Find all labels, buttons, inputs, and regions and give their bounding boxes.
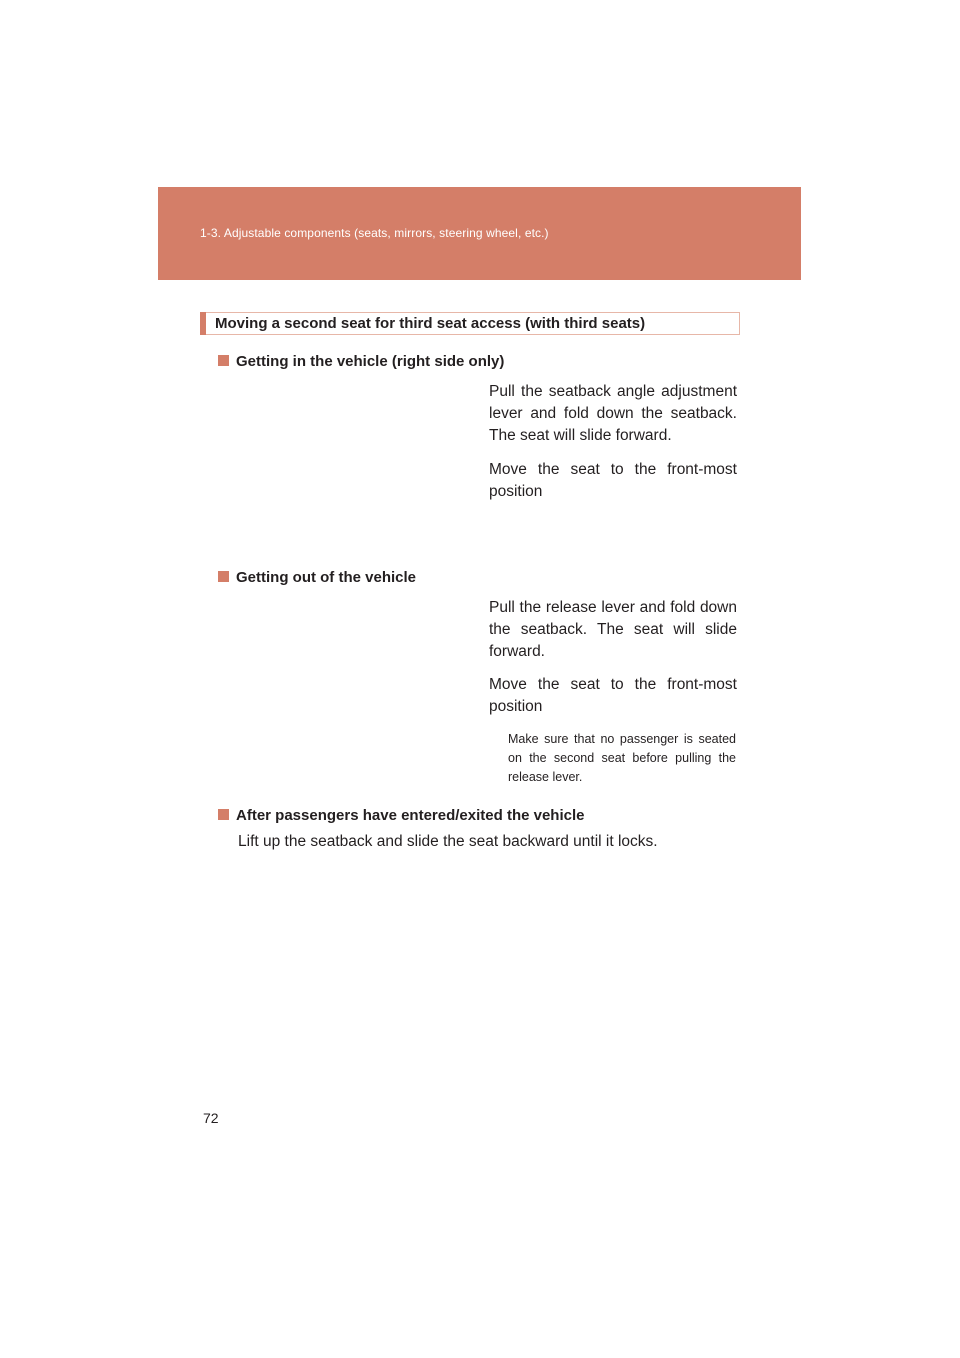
after-text: Lift up the seatback and slide the seat backward until it locks.: [238, 833, 658, 850]
subheading-after-text: After passengers have entered/exited the vehicle: [236, 807, 585, 824]
breadcrumb: 1-3. Adjustable components (seats, mirrors, steering wheel, etc.): [200, 226, 549, 240]
getting-out-step-2: Move the seat to the front-most position: [489, 676, 737, 715]
square-bullet-icon: [218, 571, 229, 582]
subheading-getting-out-text: Getting out of the vehicle: [236, 569, 417, 586]
subheading-getting-out: [218, 569, 416, 586]
subheading-after: [218, 807, 584, 824]
section-heading-box: [200, 312, 740, 335]
square-bullet-icon: [218, 355, 229, 366]
caution-note: Make sure that no passenger is seated on the second seat before pulling the release lever.: [508, 732, 736, 784]
square-bullet-icon: [218, 809, 229, 820]
getting-in-step-2: Move the seat to the front-most position: [489, 461, 737, 500]
subheading-getting-in: [218, 353, 504, 370]
page-number: 72: [203, 1110, 219, 1126]
subheading-getting-in-text: Getting in the vehicle (right side only): [236, 353, 505, 370]
getting-out-step-1: Pull the release lever and fold down the seatback. The seat will slide forward.: [489, 599, 737, 660]
getting-in-step-1: Pull the seatback angle adjustment lever and fold down the seatback. The seat will slide forward.: [489, 383, 737, 444]
section-heading: Moving a second seat for third seat access (with third seats): [215, 315, 646, 332]
section-heading-marker: [200, 312, 206, 335]
